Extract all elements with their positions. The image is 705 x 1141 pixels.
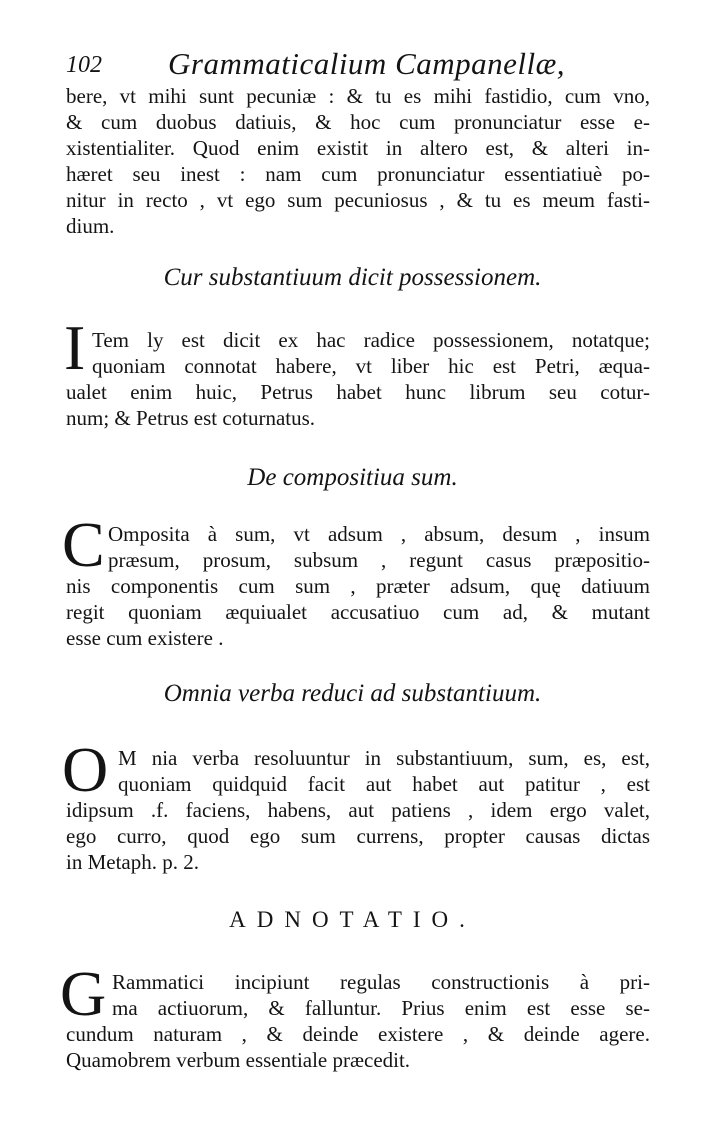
text-line: quoniam connotat habere, vt liber hic est Petri, æqua-	[92, 354, 650, 378]
text-line: ma actiuorum, & falluntur. Prius enim est esse se-	[112, 996, 650, 1020]
text-line: xistentialiter. Quod enim existit in altero est, & alteri in-	[66, 136, 650, 160]
text-line: in Metaph. p. 2.	[66, 850, 199, 874]
section-heading: Cur substantiuum dicit possessionem.	[163, 264, 542, 291]
drop-cap: I	[64, 312, 86, 383]
text-line: Quamobrem verbum essentiale præcedit.	[66, 1048, 411, 1072]
text-line: nitur in recto , vt ego sum pecuniosus , & tu es meum fasti-	[66, 188, 650, 212]
text-line: & cum duobus datiuis, & hoc cum pronunciatur esse e-	[66, 110, 650, 134]
section-heading: Omnia verba reduci ad substantiuum.	[163, 680, 542, 707]
drop-cap: C	[62, 509, 105, 580]
running-title: Grammaticalium Campanellæ,	[168, 46, 566, 81]
text-line: esse cum existere .	[66, 626, 224, 650]
text-line: ego curro, quod ego sum currens, propter causas dictas	[66, 824, 650, 848]
text-line: cundum naturam , & deinde existere , & deinde agere.	[66, 1022, 650, 1046]
adnotatio-heading: ADNOTATIO.	[229, 907, 476, 932]
drop-cap: G	[60, 958, 107, 1029]
text-line: Omposita à sum, vt adsum , absum, desum , insum	[108, 522, 650, 546]
text-line: M nia verba resoluuntur in substantiuum, sum, es, est,	[118, 746, 650, 770]
text-line: quoniam quidquid facit aut habet aut patitur , est	[118, 772, 650, 796]
text-line: regit quoniam æquiualet accusatiuo cum ad, & mutant	[66, 600, 650, 624]
text-line: bere, vt mihi sunt pecuniæ : & tu es mihi fastidio, cum vno,	[66, 84, 650, 108]
text-line: idipsum .f. faciens, habens, aut patiens , idem ergo valet,	[66, 798, 650, 822]
drop-cap: O	[62, 734, 109, 805]
text-line: hæret seu inest : nam cum pronunciatur essentiatiuè po-	[66, 162, 650, 186]
text-line: Tem ly est dicit ex hac radice possessionem, notatque;	[92, 328, 650, 352]
text-line: præsum, prosum, subsum , regunt casus præpositio-	[108, 548, 650, 572]
section-heading: De compositiua sum.	[247, 464, 458, 491]
text-line: nis componentis cum sum , præter adsum, quę datiuum	[66, 574, 650, 598]
text-line: dium.	[66, 214, 115, 238]
text-line: ualet enim huic, Petrus habet hunc librum seu cotur-	[66, 380, 650, 404]
text-line: Rammatici incipiunt regulas constructionis à pri-	[112, 970, 650, 994]
text-line: num; & Petrus est coturnatus.	[66, 406, 316, 430]
page-number: 102	[66, 52, 102, 78]
